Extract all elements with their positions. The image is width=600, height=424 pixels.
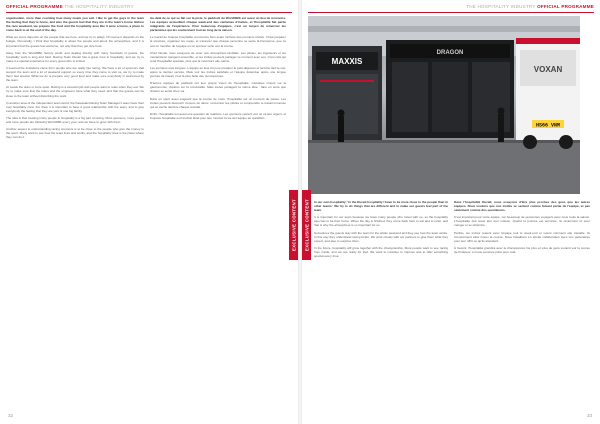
paragraph: Les journées sont longues. L'équipe se lève tôt pour préparer le petit-déjeuner et termine tard le soir, après le dernier service. Mais voir les invités satisfaits et l'équipe détendue après une longue journée de travail, c'est la plus belle des récompenses. [150,65,286,79]
counter-sign-text: MAXXIS [331,57,363,66]
paragraph: Dans un sport aussi exigeant que la course de moto, l'hospitalité est un moment de pause. Les invités peuvent découvrir l'envers du décor, rencontrer les pilotes et comprendre le travail immense qui se cache derrière chaque résultat. [150,96,286,109]
side-tab-label: EXCLUSIVE CONTENT [291,199,296,251]
section-side-tab [302,190,311,260]
section-side-tab [289,190,298,260]
text-column-french [454,200,590,414]
side-tab-label: EXCLUSIVE CONTENT [304,199,309,251]
header-rule [6,12,292,13]
header-section-title: THE HOSPITALITY INDUSTRY [466,4,536,9]
text-column-english [6,16,144,414]
header-section-title: THE HOSPITALITY INDUSTRY [64,4,134,9]
paragraph: In another area of the independent team world, the Kawasaki Racing Team Manager's team have their own hospitality crew. For them it is important to have a good relationship with the team, and to give everybody the feeling that they are part of one big family. [6,100,144,113]
paragraph: Dans l'hospitalité Ducati, nous essayons d'être plus proches des gens que les autres équipes. Nous voulons que nos invités se sentent comme faisant partie de l'équipe, et pas seulement comme des spectateurs. [454,200,590,213]
text-column-french [150,16,286,414]
page-number: 33 [586,413,592,418]
header-rule [308,12,594,13]
paragraph: Chez Ducati, nous essayons de créer une atmosphère familiale. Les pilotes, les ingénieurs et les mécaniciens mangent ensemble, et les invités peuvent partager ce moment avec eux. C'est cela qui rend l'hospitalité spéciale, plus que la nourriture elle-même. [150,50,286,63]
left-page [0,0,298,424]
header-programme-title: OFFICIAL PROGRAMME [6,4,63,9]
paragraph: It seemed the invitations came from people who are really into racing. We have a lot of sponsors that support the team and a lot of weekend support so every time they come to visit us, we try to make them feel special. What we do is prepare very good food and make sure everybody is welcomed by the team. [6,65,144,83]
page-number: 32 [8,413,14,418]
paragraph: It is important for our team because we have many people who travel with us, so the hospitality also has to be their home. When the day is finished, they come back here to eat and to relax, and that is why the atmosphere is so important for us. [314,215,448,228]
paragraph: In our own hospitality: 'In the Ducati hospitality I have to be more close to the people than in other teams.' We try to do things that are different and to make our guests feel part of the team. [314,200,448,213]
paragraph: Sometimes the guests stay with the team for the whole weekend and they see how the team works. In this way they understand racing better. We work closely with our partners to give them what they expect, and also to surprise them. [314,230,448,243]
shop-sign-text: DRAGON [436,50,464,56]
truck-plate-text: HS66 VNM [535,122,561,129]
paragraph: organisation, more than counting how many meals you sell. I like to get the guys in the team the feeling that they're home, and also the guests feel that they are in the team's home. Before the race weekend, we prepare the food and the hospitality area like it were a home, a place to come back to at the end of the day. [6,16,144,33]
truck-logo-text: VOXAN [533,65,563,74]
photo-illustration [308,16,580,194]
paragraph: Away from the WorldSBK factory world, and dealing directly with many hundreds of guests, the hospitality work is long and hard. Racing Team Ducati has a great crew in hospitality, and we try to make it a special experience for every guest who is invited. [6,50,144,63]
paragraph: Enfin, l'hospitalité est aussi une question de relations. Les sponsors veulent voir où va leur argent, et l'espace hospitalité est l'endroit idéal pour leur montrer la vie de l'équipe au quotidien. [150,111,286,120]
paragraph: The idea is that meeting many people in hospitality is a big part of racing. More sponsors, more guests and more people are following WorldSBK every year, and we have to grow with them. [6,115,144,124]
paragraph: D'autres équipes du paddock ont leur propre vision de l'hospitalité. Certaines misent sur la gastronomie, d'autres sur la convivialité. Mais toutes partagent la même idée : faire en sorte que chacun se sente chez soi. [150,81,286,94]
header-programme-title: OFFICIAL PROGRAMME [537,4,594,9]
paragraph: At meals the team is more quiet. Racing is a stressful job and people want to relax when they eat. We try to make sure that the riders and the engineers have what they need, and that the guests can be close to the team without disturbing the work. [6,85,144,98]
hospitality-truck-photo [308,16,580,194]
paragraph: Parfois, les invités restent avec l'équipe tout le week-end et voient comment elle travaille. Ils comprennent ainsi mieux la course. Nous travaillons en étroite collaboration avec nos partenaires pour leur offrir ce qu'ils attendent. [454,230,590,243]
running-header-left [6,4,134,9]
paragraph: C'est important pour notre équipe, car beaucoup de personnes voyagent avec nous toute la saison. L'hospitalité doit aussi être leur maison. Quand la journée est terminée, ils reviennent ici pour manger et se détendre. [454,215,590,228]
paragraph: À l'avenir, l'hospitalité grandira avec le championnat. De plus en plus de gens veulent voir la course de l'intérieur, et nous sommes prêts pour cela. [454,245,590,254]
paragraph: Another aspect to understanding racing sponsors is to be close to the people who give the money to the sport. Many want to see how the team lives and works, and the hospitality area is the place where they can do it. [6,127,144,140]
paragraph: Le travail de l'équipe hospitalité commence bien avant l'arrivée des premiers invités. Il faut préparer la structure, organiser les repas, et s'assurer que chaque personne se sente la bienvenue, que ce soit un membre de l'équipe ou un sponsor venu voir la course. [150,35,286,48]
paragraph: What we serve depends on the people that are here, and we try to adapt. Of course it depends on the budget. Personally, I think that hospitality is about the people and about the atmosphere, and it is important that the guests feel welcome, not only that they get nice food. [6,35,144,48]
paragraph: In the future, hospitality will grow together with the championship. More people want to see racing from inside, and we are ready for that. We want to continue to improve and to offer something special every time. [314,245,448,259]
text-column-english [314,200,448,414]
right-page [302,0,600,424]
paragraph: Au-delà de ce qui se fait sur la piste, le paddock du WorldSBK est aussi un lieu de rencontre. Les équipes accueillent chaque week-end des centaines d'invités, et l'hospitalité fait partie intégrante de l'expérience. Pour beaucoup d'équipes, c'est un moyen de remercier les partenaires qui les soutiennent tout au long de la saison. [150,16,286,33]
running-header-right [466,4,594,9]
